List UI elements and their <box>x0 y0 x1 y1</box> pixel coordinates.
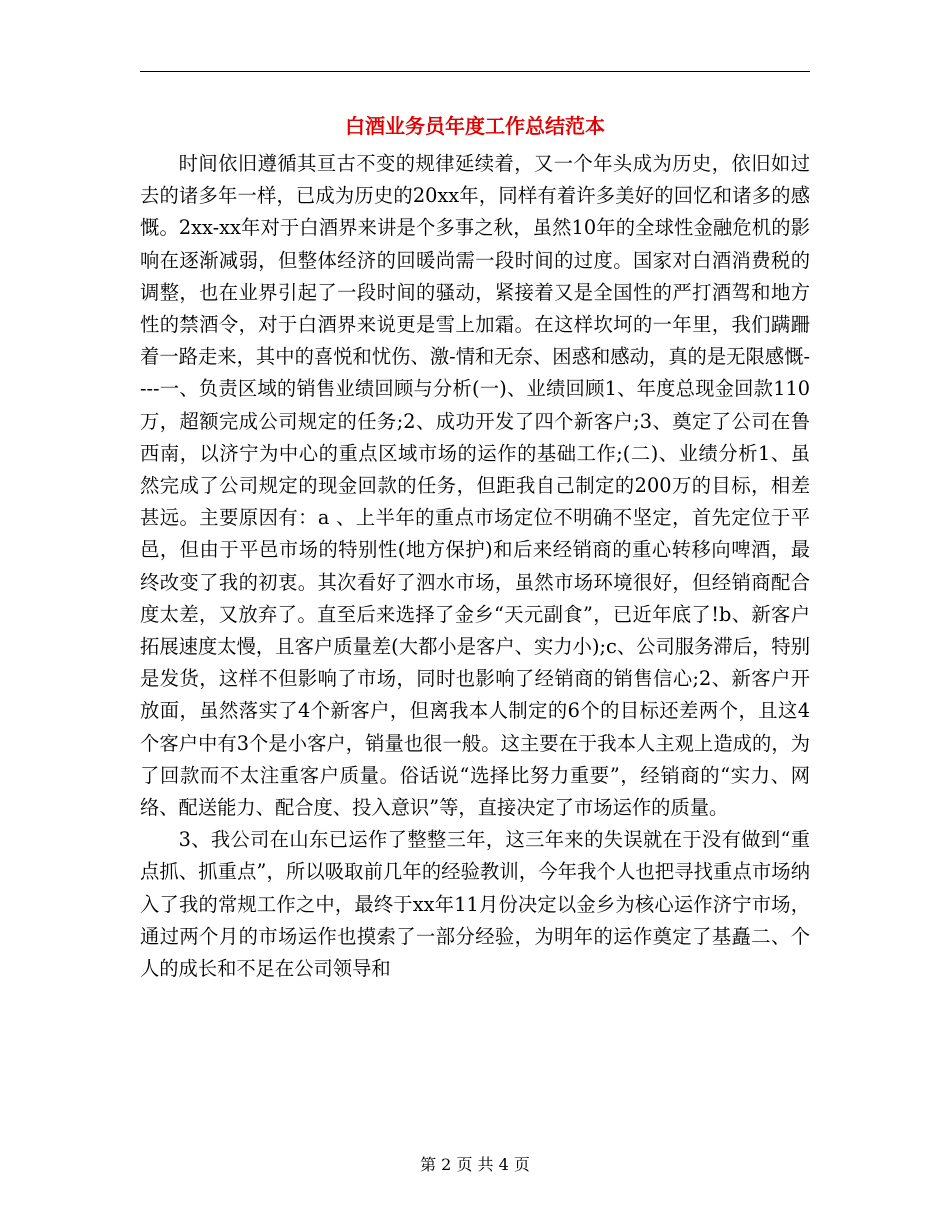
document-title: 白酒业务员年度工作总结范本 <box>345 114 605 138</box>
paragraph-2: 3、我公司在山东已运作了整整三年，这三年来的失误就在于没有做到“重点抓、抓重点”，所以吸取前几年的经验教训，今年我个人也把寻找重点市场纳入了我的常规工作之中，最终于xx年11月份决定以金乡为核心运作济宁市场，通过两个月的市场运作也摸索了一部分经验，为明年的运作奠定了基矗二、个人的成长和不足在公司领导和 <box>140 828 810 981</box>
document-body <box>140 148 810 985</box>
header-rule <box>140 71 810 72</box>
paragraph-1: 时间依旧遵循其亘古不变的规律延续着，又一个年头成为历史，依旧如过去的诸多年一样，已成为历史的20xx年，同样有着许多美好的回忆和诸多的感慨。2xx-xx年对于白酒界来讲是个多事之秋，虽然10年的全球性金融危机的影响在逐渐减弱，但整体经济的回暖尚需一段时间的过度。国家对白酒消费税的调整，也在业界引起了一段时间的骚动，紧接着又是全国性的严打酒驾和地方性的禁酒令，对于白酒界来说更是雪上加霜。在这样坎坷的一年里，我们蹒跚着一路走来，其中的喜悦和忧伤、激-情和无奈、困惑和感动，真的是无限感慨----一、负责区域的销售业绩回顾与分析(一)、业绩回顾1、年度总现金回款110万，超额完成公司规定的任务;2、成功开发了四个新客户;3、奠定了公司在鲁西南，以济宁为中心的重点区域市场的运作的基础工作;(二)、业绩分析1、虽然完成了公司规定的现金回款的任务，但距我自己制定的200万的目标，相差甚远。主要原因有：a 、上半年的重点市场定位不明确不坚定，首先定位于平邑，但由于平邑市场的特别性(地方保护)和后来经销商的重心转移向啤酒，最终改变了我的初衷。其次看好了泗水市场，虽然市场环境很好，但经销商配合度太差，又放弃了。直至后来选择了金乡“天元副食”，已近年底了!b、新客户拓展速度太慢，且客户质量差(大都小是客户、实力小);c、公司服务滞后，特别是发货，这样不但影响了市场，同时也影响了经销商的销售信心;2、新客户开放面，虽然落实了4个新客户，但离我本人制定的6个的目标还差两个，且这4个客户中有3个是小客户，销量也很一般。这主要在于我本人主观上造成的，为了回款而不太注重客户质量。俗话说“选择比努力重要”，经销商的“实力、网络、配送能力、配合度、投入意识”等，直接决定了市场运作的质量。 <box>140 152 810 820</box>
page-number-footer: 第 2 页 共 4 页 <box>420 1155 530 1174</box>
